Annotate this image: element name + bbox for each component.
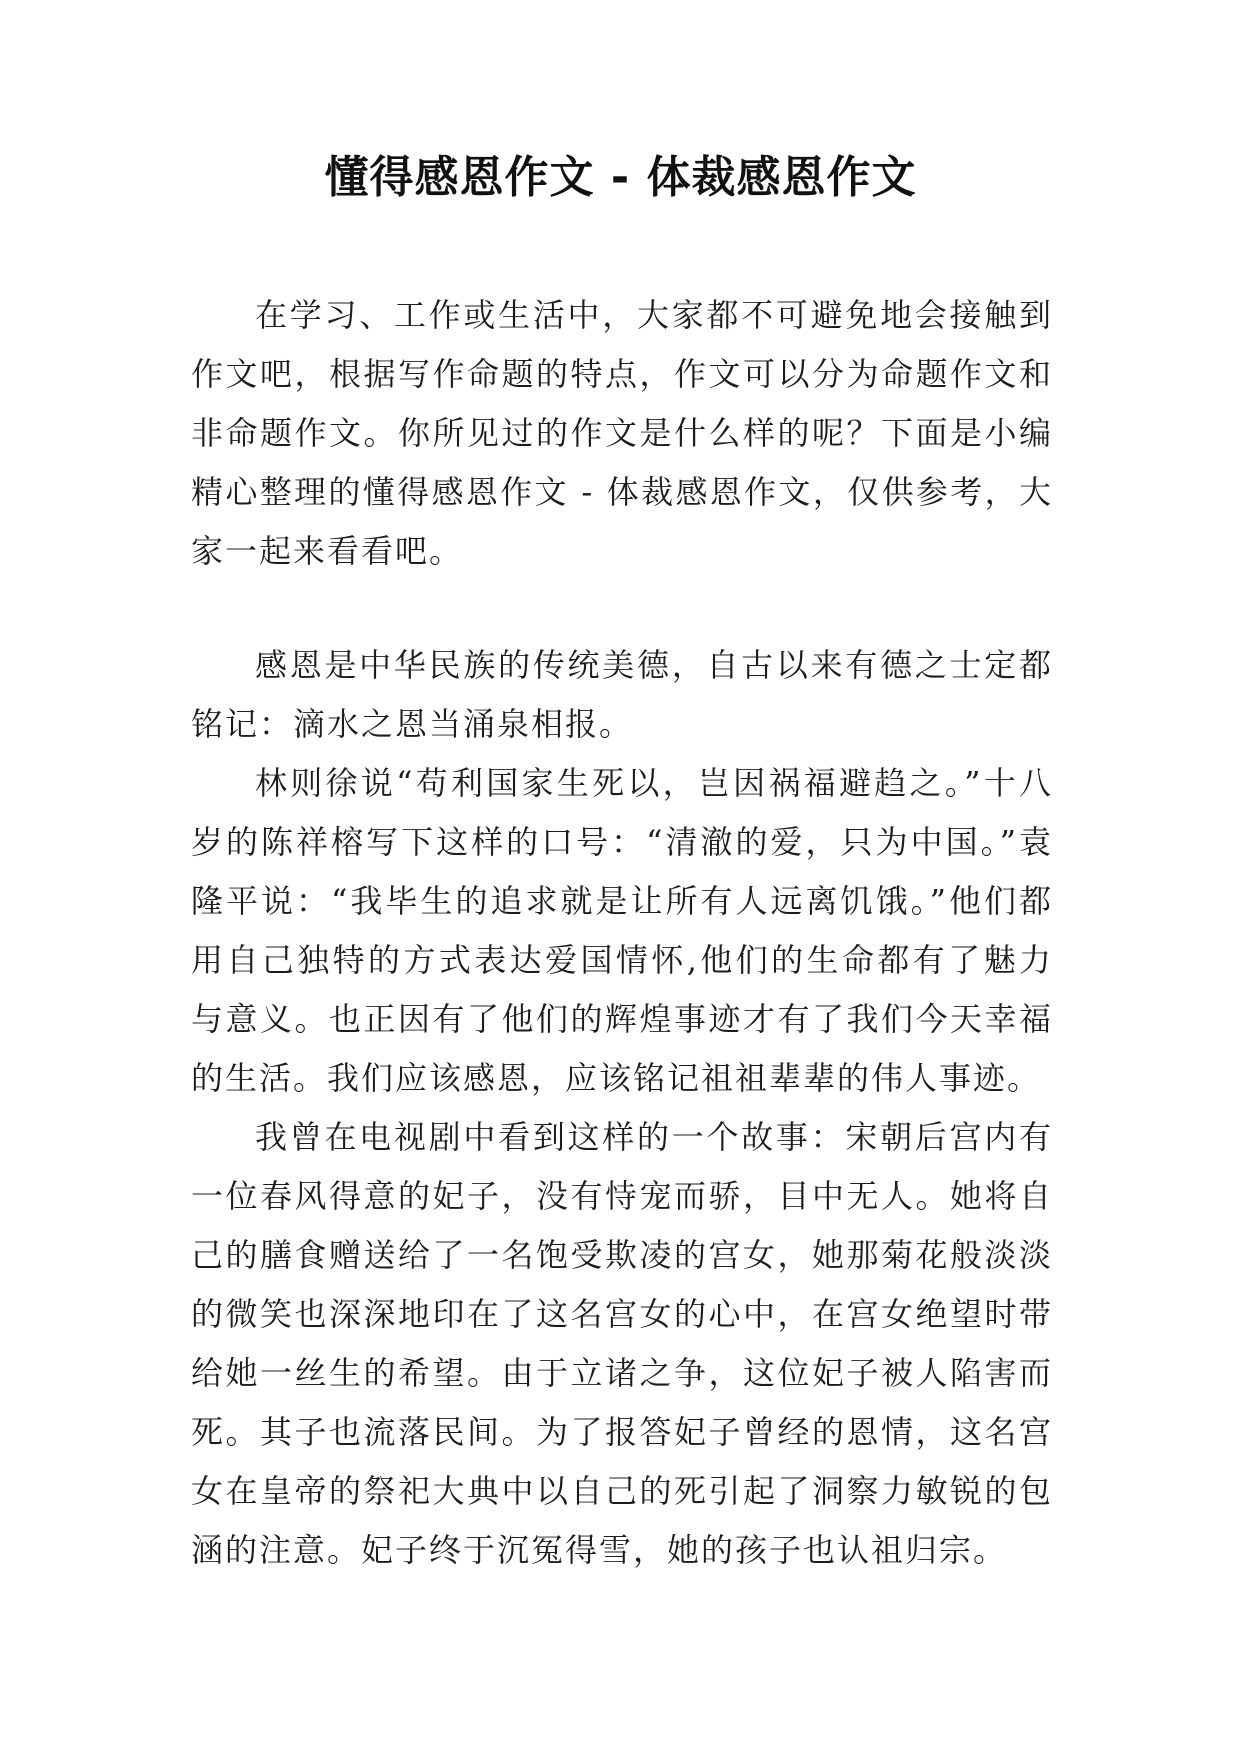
essay-paragraph: 感恩是中华民族的传统美德，自古以来有德之士定都铭记：滴水之恩当涌泉相报。 [191,646,1053,743]
intro-section [191,286,1053,581]
intro-paragraph: 在学习、工作或生活中，大家都不可避免地会接触到作文吧，根据写作命题的特点，作文可以分为命题作文和非命题作文。你所见过的作文是什么样的呢？下面是小编精心整理的懂得感恩作文 - 体裁感恩作文，仅供参考，大家一起来看看吧。 [191,296,1053,570]
essay-paragraph: 林则徐说“苟利国家生死以，岂因祸福避趋之。”十八岁的陈祥榕写下这样的口号：“清澈的爱，只为中国。”袁隆平说：“我毕生的追求就是让所有人远离饥饿。”他们都用自己独特的方式表达爱国情怀,他们的生命都有了魅力与意义。也正因有了他们的辉煌事迹才有了我们今天幸福的生活。我们应该感恩，应该铭记祖祖辈辈的伟人事迹。 [191,764,1053,1097]
essay-paragraph: 我曾在电视剧中看到这样的一个故事：宋朝后宫内有一位春风得意的妃子，没有恃宠而骄，目中无人。她将自己的膳食赠送给了一名饱受欺凌的宫女，她那菊花般淡淡的微笑也深深地印在了这名宫女的心中，在宫女绝望时带给她一丝生的希望。由于立诸之争，这位妃子被人陷害而死。其子也流落民间。为了报答妃子曾经的恩情，这名宫女在皇帝的祭祀大典中以自己的死引起了洞察力敏锐的包涵的注意。妃子终于沉冤得雪，她的孩子也认祖归宗。 [191,1118,1053,1569]
document-title: 懂得感恩作文 - 体裁感恩作文 [324,152,917,203]
essay-body [191,636,1053,1580]
